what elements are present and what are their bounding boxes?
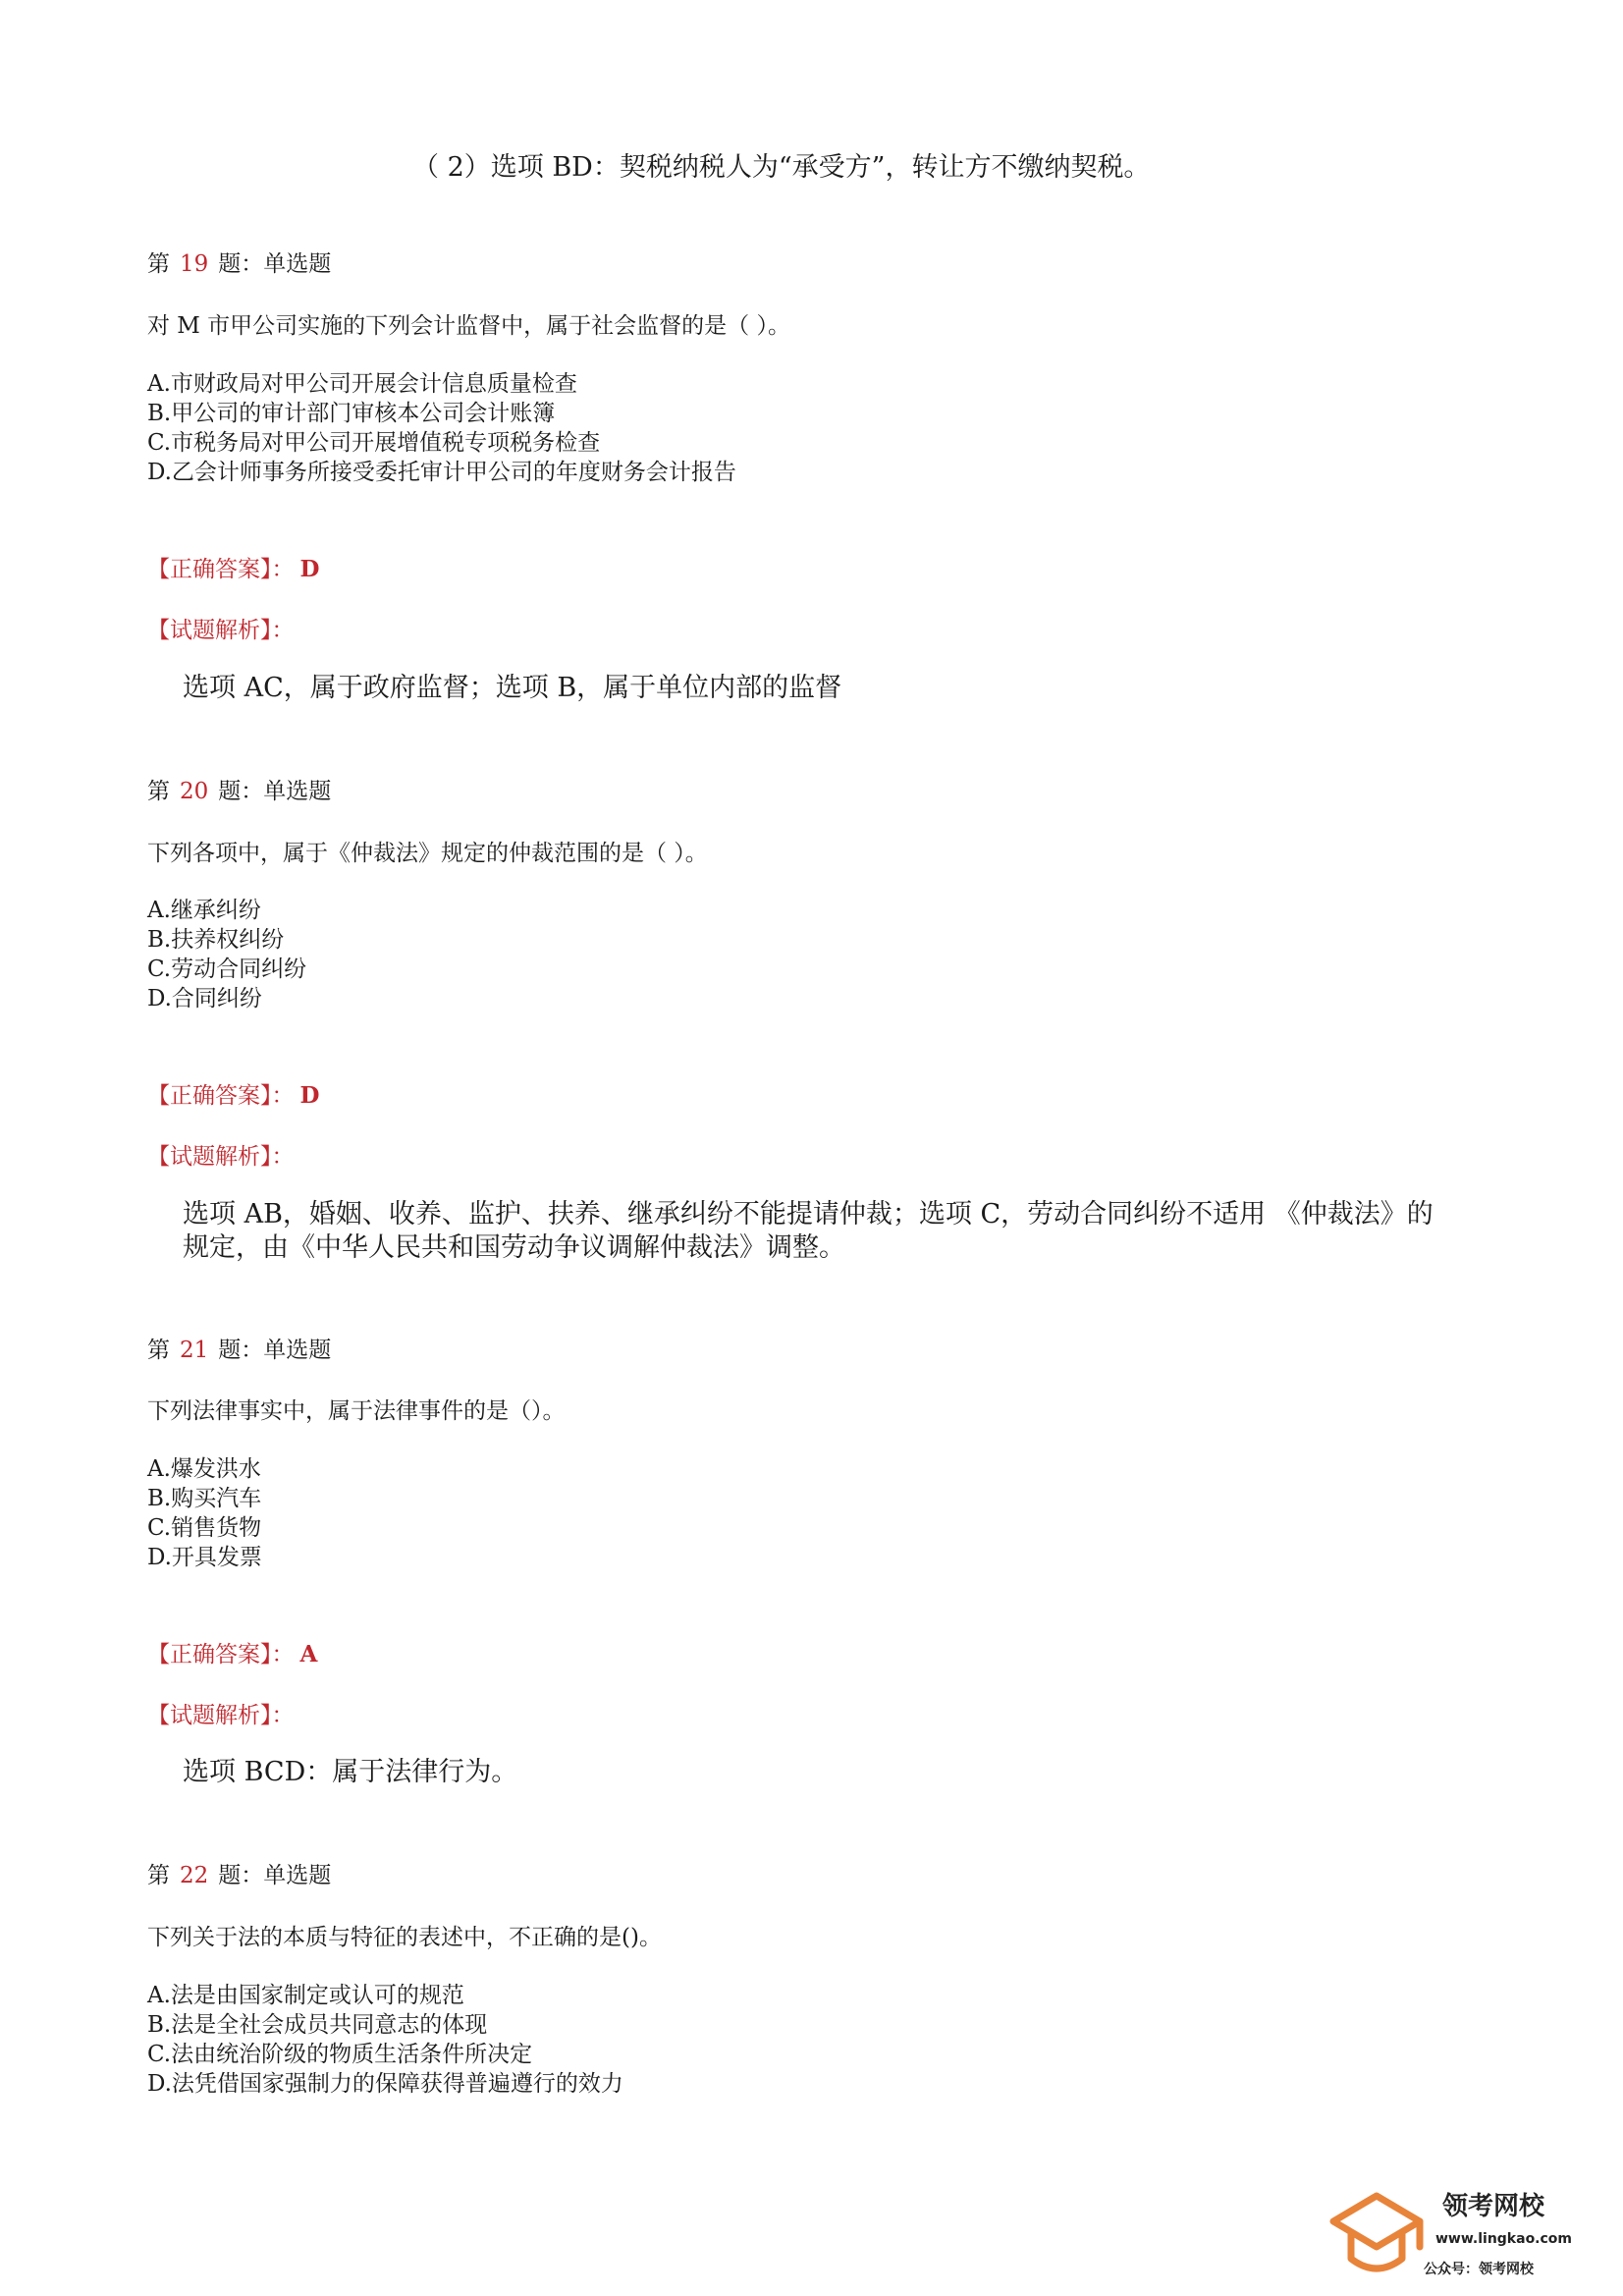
answer-value: D: [299, 556, 320, 582]
option-a: A.法是由国家制定或认可的规范: [147, 1983, 464, 2008]
option-c: C.销售货物: [147, 1515, 262, 1541]
question-stem: 下列关于法的本质与特征的表述中，不正确的是()。: [147, 1925, 662, 1950]
analysis-text: 选项 AC，属于政府监督；选项 B，属于单位内部的监督: [183, 673, 842, 703]
question-header: [147, 1332, 331, 1364]
question-stem: 下列法律事实中，属于法律事件的是（）。: [147, 1398, 566, 1424]
option-list: [147, 369, 736, 487]
option-d: D.法凭借国家强制力的保障获得普遍遵行的效力: [147, 2071, 623, 2097]
answer-value: D: [299, 1082, 320, 1109]
watermark-logo: [1327, 2186, 1583, 2284]
question-stem: 对 M 市甲公司实施的下列会计监督中，属于社会监督的是（ ）。: [147, 313, 790, 339]
question-number: 21: [180, 1338, 209, 1363]
question-number: 20: [180, 779, 209, 804]
correct-answer: [147, 1077, 319, 1110]
question-prefix: 第: [147, 1338, 170, 1363]
correct-answer: [147, 551, 319, 583]
option-a: A.爆发洪水: [147, 1456, 261, 1482]
graduation-cap-icon: [1327, 2190, 1426, 2280]
brand-url: www.lingkao.com: [1435, 2231, 1573, 2247]
answer-value: A: [299, 1641, 318, 1667]
question-prefix: 第: [147, 779, 170, 804]
question-prefix: 第: [147, 251, 170, 277]
correct-answer: [147, 1636, 317, 1668]
question-number: 19: [180, 251, 209, 277]
option-d: D.开具发票: [147, 1545, 262, 1570]
analysis-label: 【试题解析】：: [147, 1703, 295, 1728]
question-header: [147, 1857, 331, 1889]
brand-wechat: 公众号：领考网校: [1424, 2262, 1534, 2277]
question-number: 22: [180, 1863, 209, 1888]
question-type: 题：单选题: [218, 1863, 332, 1888]
question-type: 题：单选题: [218, 779, 332, 804]
question-header: [147, 773, 331, 805]
analysis-text: 选项 AB，婚姻、收养、监护、扶养、继承纠纷不能提请仲裁；选项 C，劳动合同纠纷不适用 《仲裁法》的规定，由《中华人民共和国劳动争议调解仲裁法》调整。: [183, 1199, 1434, 1263]
option-b: B.法是全社会成员共同意志的体现: [147, 2012, 488, 2038]
question-header: [147, 246, 331, 278]
answer-label: 【正确答案】：: [147, 1642, 295, 1667]
option-d: D.合同纠纷: [147, 986, 262, 1011]
option-b: B.扶养权纠纷: [147, 927, 285, 953]
answer-label: 【正确答案】：: [147, 557, 295, 582]
option-list: [147, 896, 306, 1013]
brand-name: 领考网校: [1442, 2192, 1545, 2221]
option-c: C.劳动合同纠纷: [147, 957, 307, 982]
option-list: [147, 1981, 623, 2099]
option-a: A.继承纠纷: [147, 898, 261, 923]
answer-label: 【正确答案】：: [147, 1083, 295, 1109]
option-d: D.乙会计师事务所接受委托审计甲公司的年度财务会计报告: [147, 460, 736, 485]
analysis-label: 【试题解析】：: [147, 618, 295, 643]
option-b: B.甲公司的审计部门审核本公司会计账簿: [147, 401, 556, 426]
option-b: B.购买汽车: [147, 1486, 262, 1511]
question-prefix: 第: [147, 1863, 170, 1888]
option-c: C.市税务局对甲公司开展增值税专项税务检查: [147, 430, 601, 456]
analysis-text: 选项 BCD：属于法律行为。: [183, 1757, 518, 1787]
analysis-label: 【试题解析】：: [147, 1144, 295, 1170]
previous-analysis-line: （ 2）选项 BD：契税纳税人为“承受方”，转让方不缴纳契税。: [412, 152, 1151, 183]
option-list: [147, 1454, 262, 1572]
question-type: 题：单选题: [218, 251, 332, 277]
option-c: C.法由统治阶级的物质生活条件所决定: [147, 2042, 533, 2067]
option-a: A.市财政局对甲公司开展会计信息质量检查: [147, 371, 577, 397]
question-type: 题：单选题: [218, 1338, 332, 1363]
question-stem: 下列各项中，属于《仲裁法》规定的仲裁范围的是（ ）。: [147, 841, 708, 866]
